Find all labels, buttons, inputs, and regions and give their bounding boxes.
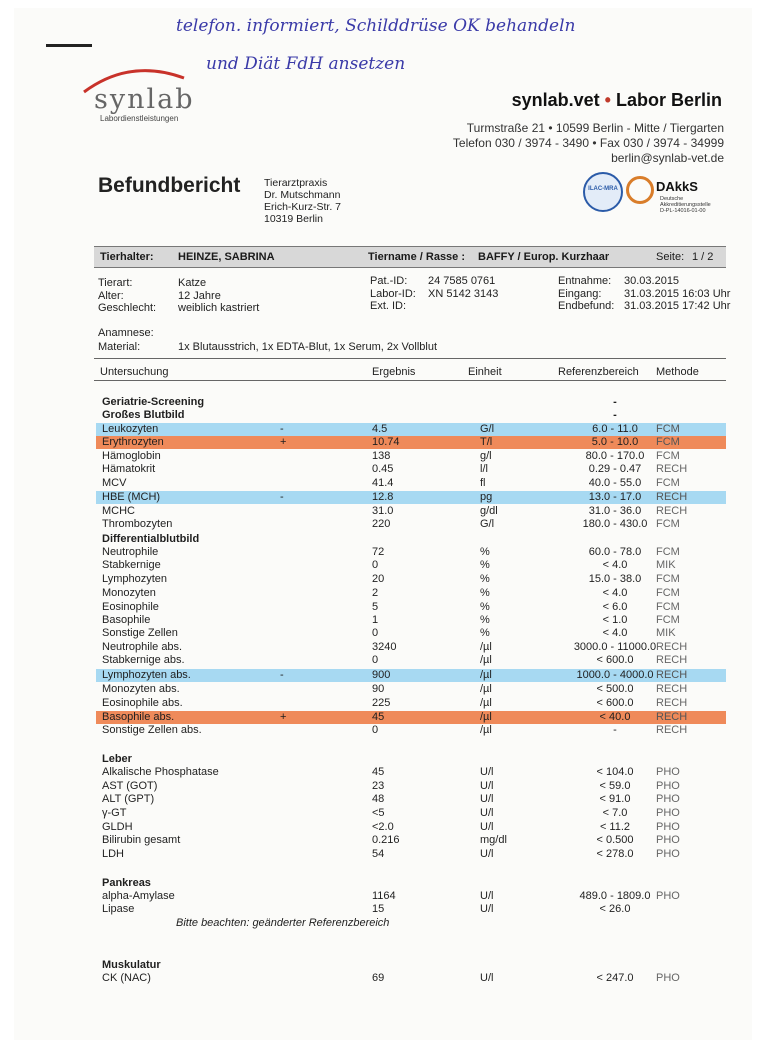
result-row [96, 505, 726, 518]
result-row [96, 780, 726, 793]
cell-method: FCM [656, 423, 680, 435]
cell-ref: < 4.0 [602, 587, 628, 599]
cell-unit: g/l [480, 450, 492, 462]
lab-address: Turmstraße 21 • 10599 Berlin - Mitte / Tiergarten [466, 121, 724, 135]
species-value: Katze [178, 277, 207, 289]
cell-result: 54 [372, 848, 385, 860]
cell-result: 225 [372, 697, 391, 709]
cell-ref: < 500.0 [596, 683, 634, 695]
cell-result: 31.0 [372, 505, 394, 517]
cell-name: GLDH [102, 821, 133, 833]
cell-result: 5 [372, 601, 379, 613]
result-row [96, 436, 726, 449]
cell-method: PHO [656, 890, 680, 902]
cell-name: ALT (GPT) [102, 793, 155, 805]
cell-name: Pankreas [102, 877, 151, 889]
cell-ref: 180.0 - 430.0 [582, 518, 648, 530]
cell-unit: G/l [480, 518, 495, 530]
cell-unit: g/dl [480, 505, 498, 517]
page-label: Seite: [656, 251, 685, 263]
cell-method: MIK [656, 559, 676, 571]
cell-result: 12.8 [372, 491, 394, 503]
cell-name: LDH [102, 848, 125, 860]
lab-name-suffix: Labor Berlin [615, 90, 722, 110]
cell-ref: 15.0 - 38.0 [588, 573, 642, 585]
cell-method: FCM [656, 573, 680, 585]
cell-result: 0 [372, 724, 379, 736]
cell-name: Sonstige Zellen [102, 627, 178, 639]
age-value: 12 Jahre [178, 289, 221, 302]
cell-method: RECH [656, 641, 688, 653]
cell-name: Monozyten [102, 587, 156, 599]
section-heading-row [96, 877, 726, 890]
result-row [96, 587, 726, 600]
result-row [96, 614, 726, 627]
cell-unit: U/l [480, 807, 494, 819]
cell-ref: 80.0 - 170.0 [585, 450, 645, 462]
result-row [96, 601, 726, 614]
cell-unit: U/l [480, 821, 494, 833]
cell-unit: fl [480, 477, 486, 489]
cell-unit: T/l [480, 436, 493, 448]
cell-name: Lymphozyten [102, 573, 168, 585]
cell-name: Bilirubin gesamt [102, 834, 181, 846]
section-heading-row [96, 396, 726, 409]
cell-name: Lipase [102, 903, 135, 915]
cell-result: 2 [372, 587, 379, 599]
col-header-reference: Referenzbereich [558, 366, 639, 378]
cell-ref: < 1.0 [602, 614, 628, 626]
cell-unit: % [480, 614, 490, 626]
cell-result: 45 [372, 766, 385, 778]
lab-phone: Telefon 030 / 3974 - 3490 • Fax 030 / 3974 - 34999 [452, 136, 724, 150]
cell-ref: < 247.0 [596, 972, 634, 984]
reference-note [176, 917, 762, 930]
final-date: 31.03.2015 17:42 Uhr [624, 300, 731, 312]
col-header-unit: Einheit [468, 366, 502, 378]
cell-ref: 13.0 - 17.0 [588, 491, 642, 503]
cell-result: 72 [372, 546, 385, 558]
cell-method: PHO [656, 821, 680, 833]
section-heading-row [96, 533, 726, 546]
cell-ref: < 104.0 [596, 766, 634, 778]
cell-unit: % [480, 587, 490, 599]
cell-name: Bitte beachten: geänderter Referenzbereich [176, 917, 390, 929]
cell-unit: pg [480, 491, 493, 503]
cell-flag: + [280, 711, 287, 723]
cell-ref: < 26.0 [599, 903, 631, 915]
cell-ref: < 278.0 [596, 848, 634, 860]
cell-name: MCHC [102, 505, 135, 517]
result-row [96, 903, 726, 916]
cell-name: Thrombozyten [102, 518, 173, 530]
section-heading-row [96, 409, 726, 422]
col-header-result: Ergebnis [372, 366, 416, 378]
cell-ref: 60.0 - 78.0 [588, 546, 642, 558]
result-row [96, 724, 726, 737]
result-row [96, 793, 726, 806]
cell-name: Geriatrie-Screening [102, 396, 205, 408]
cell-ref: - [613, 396, 617, 408]
lab-name: synlab.vet [511, 90, 600, 110]
animal-name: BAFFY / Europ. Kurzhaar [478, 251, 610, 263]
cell-result: 10.74 [372, 436, 400, 448]
cell-result: 1164 [372, 890, 396, 902]
result-row [96, 683, 726, 696]
cell-result: 0.45 [372, 463, 394, 475]
result-row [96, 890, 726, 903]
result-row [96, 423, 726, 436]
cell-name: Erythrozyten [102, 436, 164, 448]
cell-method: PHO [656, 807, 680, 819]
cell-result: <5 [372, 807, 385, 819]
cell-name: CK (NAC) [102, 972, 151, 984]
cell-result: 0 [372, 559, 379, 571]
cell-ref: < 4.0 [602, 627, 628, 639]
cell-method: RECH [656, 711, 688, 723]
cell-method: RECH [656, 505, 688, 517]
cell-ref: 6.0 - 11.0 [592, 423, 638, 435]
cell-unit: /µl [480, 654, 492, 666]
cell-ref: < 91.0 [599, 793, 631, 805]
id-labels: Pat.-ID: Labor-ID: Ext. ID: [370, 275, 416, 312]
result-row [96, 546, 726, 559]
cell-result: 23 [372, 780, 385, 792]
dakks-label: DAkkS [656, 179, 698, 194]
cell-unit: /µl [480, 641, 492, 653]
owner-name: HEINZE, SABRINA [178, 251, 275, 263]
cell-name: Eosinophile [102, 601, 159, 613]
bullet-separator: • [604, 90, 611, 110]
result-row [96, 821, 726, 834]
cell-ref: < 4.0 [602, 559, 628, 571]
cell-method: FCM [656, 436, 680, 448]
sampling-date: 30.03.2015 [624, 275, 680, 287]
cell-name: MCV [102, 477, 127, 489]
cell-unit: U/l [480, 848, 494, 860]
practice-line: Tierarztpraxis [264, 177, 328, 189]
ilac-mra-badge-icon: ILAC-MRA [583, 172, 623, 212]
cell-ref: 1000.0 - 4000.0 [576, 669, 654, 681]
cell-unit: /µl [480, 711, 492, 723]
cell-unit: U/l [480, 793, 494, 805]
cell-name: Differentialblutbild [102, 533, 200, 545]
col-header-test: Untersuchung [100, 366, 169, 378]
cell-method: PHO [656, 766, 680, 778]
cell-method: RECH [656, 463, 688, 475]
cell-name: Leber [102, 753, 132, 765]
material-label: Material: [98, 341, 141, 353]
cell-method: RECH [656, 669, 688, 681]
cell-result: 90 [372, 683, 385, 695]
cell-ref: < 0.500 [596, 834, 634, 846]
cell-ref: 0.29 - 0.47 [588, 463, 642, 475]
owner-label: Tierhalter: [100, 251, 154, 263]
result-row [96, 627, 726, 640]
cell-name: AST (GOT) [102, 780, 158, 792]
cell-result: 69 [372, 972, 385, 984]
cell-result: 4.5 [372, 423, 388, 435]
section-heading-row [96, 959, 726, 972]
cell-result: 20 [372, 573, 385, 585]
cell-name: Stabkernige [102, 559, 161, 571]
cell-name: Alkalische Phosphatase [102, 766, 219, 778]
cell-name: Leukozyten [102, 423, 159, 435]
cell-method: FCM [656, 477, 680, 489]
result-row [96, 654, 726, 667]
practice-line: 10319 Berlin [264, 213, 323, 225]
practice-line: Erich-Kurz-Str. 7 [264, 201, 342, 213]
cell-result: 0 [372, 627, 379, 639]
page-number: 1 / 2 [692, 251, 714, 263]
cell-unit: /µl [480, 669, 492, 681]
cell-ref: 5.0 - 10.0 [591, 436, 639, 448]
date-labels: Entnahme: Eingang: Endbefund: [558, 275, 615, 312]
cell-ref: 40.0 - 55.0 [588, 477, 642, 489]
cell-unit: /µl [480, 724, 492, 736]
cell-ref: < 7.0 [602, 807, 628, 819]
cell-method: PHO [656, 848, 680, 860]
cell-result: 138 [372, 450, 391, 462]
cell-result: 3240 [372, 641, 397, 653]
logo-subtitle: Labordienstleistungen [100, 114, 179, 123]
cell-method: PHO [656, 834, 680, 846]
cell-method: MIK [656, 627, 676, 639]
cell-ref: < 6.0 [602, 601, 628, 613]
cell-result: 900 [372, 669, 391, 681]
cell-ref: 3000.0 - 11000.0 [573, 641, 657, 653]
cell-unit: U/l [480, 780, 494, 792]
cell-method: RECH [656, 683, 688, 695]
cell-unit: G/l [480, 423, 495, 435]
cell-name: Stabkernige abs. [102, 654, 185, 666]
cell-method: PHO [656, 793, 680, 805]
cell-name: Lymphozyten abs. [102, 669, 191, 681]
cell-unit: U/l [480, 766, 494, 778]
cell-flag: - [280, 669, 284, 681]
cell-ref: < 600.0 [596, 654, 634, 666]
cell-name: Sonstige Zellen abs. [102, 724, 202, 736]
result-row [96, 697, 726, 710]
dakks-badge: DAkkS Deutsche Akkreditierungsstelle D-PL-14016-01-00 [626, 176, 726, 216]
report-title: Befundbericht [98, 174, 241, 197]
sex-value: weiblich kastriert [178, 302, 260, 314]
cell-ref: - [613, 724, 617, 736]
cell-name: Muskulatur [102, 959, 161, 971]
cell-name: Hämatokrit [102, 463, 156, 475]
lab-id-value: XN 5142 3143 [428, 287, 499, 300]
cell-method: FCM [656, 614, 680, 626]
result-row [96, 834, 726, 847]
cell-method: RECH [656, 697, 688, 709]
cell-name: Hämoglobin [102, 450, 161, 462]
cell-name: HBE (MCH) [102, 491, 161, 503]
cell-ref: - [613, 409, 617, 421]
cell-method: FCM [656, 601, 680, 613]
cell-unit: % [480, 546, 490, 558]
cell-ref: < 59.0 [599, 780, 631, 792]
result-row [96, 766, 726, 779]
cell-name: γ-GT [102, 807, 127, 819]
cell-unit: /µl [480, 697, 492, 709]
cell-result: 1 [372, 614, 379, 626]
cell-method: PHO [656, 780, 680, 792]
result-row [96, 807, 726, 820]
result-row [96, 573, 726, 586]
cell-method: PHO [656, 972, 680, 984]
cell-name: Eosinophile abs. [102, 697, 183, 709]
result-row [96, 641, 726, 654]
cell-unit: U/l [480, 890, 494, 902]
cell-result: 220 [372, 518, 391, 530]
cell-unit: /µl [480, 683, 492, 695]
result-row [96, 559, 726, 572]
cell-result: 0.216 [372, 834, 400, 846]
cell-method: RECH [656, 724, 688, 736]
cell-method: FCM [656, 587, 680, 599]
cell-result: 15 [372, 903, 385, 915]
cell-method: RECH [656, 654, 688, 666]
result-row [96, 669, 726, 682]
cell-result: <2.0 [372, 821, 394, 833]
received-date: 31.03.2015 16:03 Uhr [624, 287, 731, 300]
patient-info-labels: Tierart: Alter: Geschlecht: [98, 277, 157, 314]
cell-ref: < 40.0 [599, 711, 631, 723]
anamnesis-label: Anamnese: [98, 327, 154, 339]
animal-label: Tiername / Rasse : [368, 251, 466, 263]
cell-name: Basophile abs. [102, 711, 175, 723]
cell-name: Neutrophile [102, 546, 159, 558]
cell-unit: % [480, 627, 490, 639]
result-row [96, 491, 726, 504]
material-value: 1x Blutausstrich, 1x EDTA-Blut, 1x Serum, 2x Vollblut [178, 341, 438, 353]
cell-name: alpha-Amylase [102, 890, 175, 902]
cell-method: FCM [656, 546, 680, 558]
cell-unit: % [480, 573, 490, 585]
cell-ref: 31.0 - 36.0 [588, 505, 642, 517]
handwritten-note-line-1: telefon. informiert, Schilddrüse OK behandeln [176, 16, 576, 36]
result-row [96, 972, 726, 985]
cell-result: 45 [372, 711, 385, 723]
result-row [96, 848, 726, 861]
cell-method: FCM [656, 518, 680, 530]
cell-flag: - [280, 423, 284, 435]
practice-line: Dr. Mutschmann [264, 189, 341, 201]
cell-ref: 489.0 - 1809.0 [579, 890, 651, 902]
cell-unit: % [480, 601, 490, 613]
result-row [96, 477, 726, 490]
result-row [96, 711, 726, 724]
cell-method: RECH [656, 491, 688, 503]
result-row [96, 450, 726, 463]
cell-result: 48 [372, 793, 385, 805]
cell-ref: < 11.2 [599, 821, 631, 833]
cell-ref: < 600.0 [596, 697, 634, 709]
cell-unit: U/l [480, 972, 494, 984]
cell-unit: l/l [480, 463, 488, 475]
result-row [96, 518, 726, 531]
cell-method: FCM [656, 450, 680, 462]
cell-flag: + [280, 436, 287, 448]
handwritten-note-line-2: und Diät FdH ansetzen [206, 54, 406, 74]
cell-unit: % [480, 559, 490, 571]
cell-name: Basophile [102, 614, 151, 626]
cell-result: 41.4 [372, 477, 394, 489]
cell-unit: U/l [480, 903, 494, 915]
cell-unit: mg/dl [480, 834, 507, 846]
logo-wordmark: synlab [94, 84, 195, 115]
cell-flag: - [280, 491, 284, 503]
cell-name: Monozyten abs. [102, 683, 180, 695]
section-heading-row [96, 753, 726, 766]
pat-id-value: 24 7585 0761 [428, 275, 496, 287]
cell-name: Neutrophile abs. [102, 641, 183, 653]
col-header-method: Methode [656, 366, 699, 378]
result-row [96, 463, 726, 476]
cell-result: 0 [372, 654, 379, 666]
cell-name: Großes Blutbild [102, 409, 185, 421]
lab-email: berlin@synlab-vet.de [611, 151, 724, 165]
